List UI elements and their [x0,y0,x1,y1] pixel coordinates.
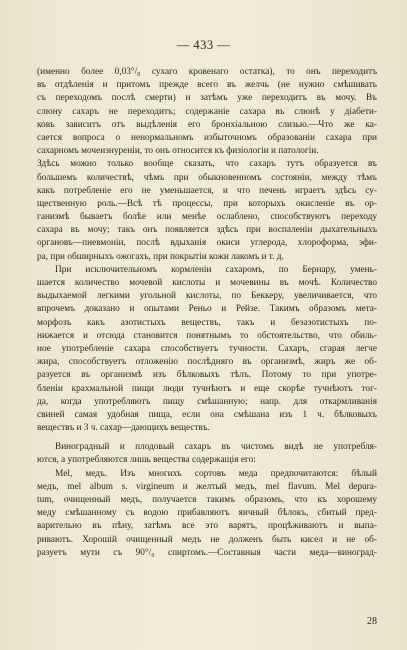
text-line: впрочемъ доказано и опытами Реньо и Рейзе. Такимъ образомъ мета- [37,304,377,315]
text-line: Mel, медъ. Изъ многихъ сортовъ меда предпочитаются: бѣлый [55,468,377,479]
text-line: разуется въ организмѣ изъ бѣлковыхъ тѣлъ. Потому то при употре- [37,370,377,381]
text-line: tum, очищенный медъ, получается такимъ образомъ, что къ хорошему [37,495,377,505]
text-line: какъ потребленіе его не уменьшается, и что печень играетъ здѣсь су- [37,185,377,196]
text-line: сахара въ мочу; такъ онъ появляется здѣсь при воспаленіи дыхательныхъ [37,225,377,236]
text-line: При исключительномъ кормленіи сахаромъ, по Бернару, умень- [55,264,377,275]
text-line: съ переходомъ послѣ смерти) и затѣмъ уже переходитъ въ мочу. Въ [37,93,377,104]
text-line: въ отдѣленія и притомъ прежде всего въ желчь (не нужно смѣшивать [37,80,377,91]
text-line: медъ, mel album s. virgineum и желтый медъ, mel flavum. Mel depura- [37,481,377,492]
page-number-header: — 433 — [176,38,231,52]
body-text [37,66,377,560]
text-line: органовъ—пневмоніи, послѣ вдыханія окиси углерода, хлороформа, эфи- [37,238,377,249]
printer-signature-mark: 28 [367,616,377,627]
text-line: выдыхаемой легкими угольной кислоты, по Беккеру, увеличивается, что [37,291,377,302]
text-line: морфозъ какъ азотистыхъ веществъ, такъ и безазотистыхъ по- [37,317,377,328]
text-line: нижается и отсюда становится понятнымъ то обстоятельство, что обиль- [37,330,377,341]
text-line: ра, при обширныхъ ожогахъ, при покрытіи кожи лакомъ и т. д. [37,251,284,262]
text-line: свиней самая удобная пища, если она смѣшана изъ 1 ч. бѣлковыхъ [37,409,377,420]
text-line: щественную роль.—Всѣ тѣ процессы, при которыхъ окисленіе въ ор- [37,198,377,209]
text-line: разуетъ мути съ 90°/₀ спиртомъ.—Составныя части меда—виноград- [37,547,377,558]
text-line: Здѣсь можно только вообще сказать, что сахаръ тутъ образуется въ [37,159,377,170]
text-line: слюну сахаръ не переходитъ; содержаніе сахара въ слюнѣ у діабети- [37,106,377,117]
text-line: веществъ и 3 ч. сахар—дающихъ веществъ. [37,423,210,434]
text-line: риваютъ. Хорошій очищенный медъ не долженъ быть кисел и не об- [37,534,377,545]
text-line: да, когда употребляютъ пищу смѣшанную; напр. для откармливанія [37,396,377,407]
text-line: ганизмѣ бываетъ болѣе или менѣе ослаблено, способствуютъ переходу [37,212,377,223]
text-line: ное употребленіе сахара способствуетъ тучности. Сахаръ, сгарая легче [37,343,377,354]
text-line: ются, а употребляются лишь вещества содержащія его: [37,455,256,466]
text-line: Виноградный и плодовый сахаръ въ чистомъ видѣ не употребля- [55,442,377,453]
text-line: большемъ количествѣ, чѣмъ при обыкновенномъ состояніи, между тѣмъ [37,172,377,183]
text-line: варительно въ пѣну, затѣмъ все это варятъ, процѣживаютъ и выпа- [37,521,377,532]
text-line: меду смѣшанному съ водою прибавляютъ яичный бѣлокъ, сбитый пред- [37,508,377,519]
text-line: сахарномъ мочеизнуреніи, то онъ относится къ физіологіи и патологіи. [37,146,319,157]
text-line: шается количество мочевой кислоты и мочевины въ мочѣ. Количество [37,278,377,288]
text-line: сается вопроса о ненормальномъ избыточномъ образованіи сахара при [37,132,377,143]
text-line: (именно более 0,03°/₀ сухаго кровенаго остатка), то онъ переходитъ [37,67,377,77]
text-line: жира, способствуетъ отложенію послѣдняго въ организмѣ, жиръ же об- [37,357,377,368]
text-line: бленіи крахмальной пищи люди тучнѣютъ и еще скорѣе тучнѣютъ тог- [37,383,377,394]
text-line: ковъ зависитъ отъ выдѣленія его бронхіальною слизью.—Что же ка- [37,119,377,130]
